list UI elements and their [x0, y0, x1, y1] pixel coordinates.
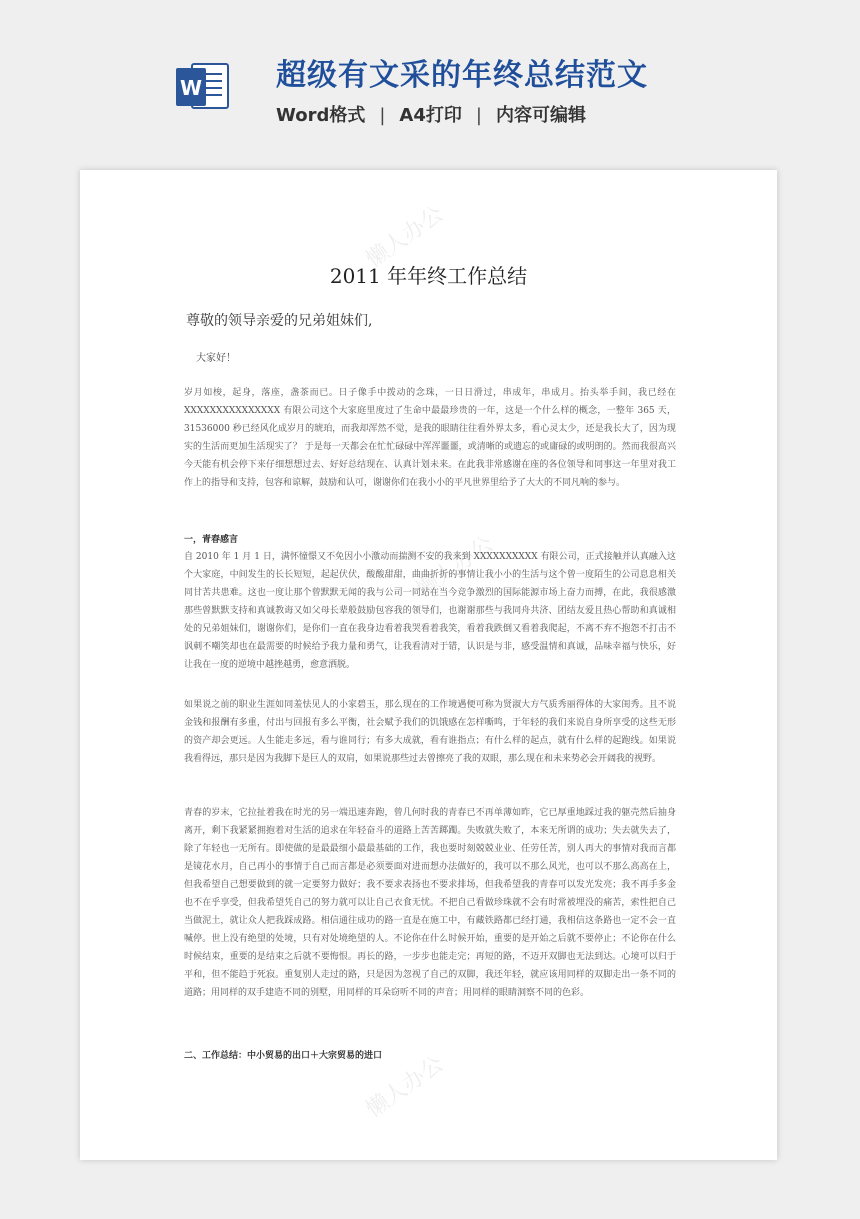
page-title: 超级有文采的年终总结范文	[276, 58, 648, 93]
section-heading: 二、工作总结：中小贸易的出口＋大宗贸易的进口	[184, 1051, 383, 1061]
section-heading: 一，青春感言	[184, 535, 239, 545]
header	[0, 0, 860, 150]
format-info	[276, 101, 586, 127]
paper-label: A4打印	[399, 105, 462, 126]
format-label: Word格式	[276, 105, 366, 126]
section1-paragraph-3: 青春的岁末，它拉扯着我在时光的另一端迅速奔跑，曾几何时我的青春已不再单薄如昨，它已厚重地踩过我的躯壳然后抽身离开，剩下我紧紧拥抱着对生活的追求在年轻奋斗的道路上苦苦踯躅。失败就失败了，本来无所谓的成功；失去就失去了，除了年轻也一无所有。即使做的是最最细小最最基础的工作，我也要时刻兢兢业业、任劳任苦，别人再大的事情对我而言都是镜花水月，自己再小的事情于自己而言都是必须要面对进而想办法做好的，我可以不那么风光，也可以不那么高高在上，但我希望自己想要做到的就一定要努力做好；我不要求表扬也不要求排场，但我希望我的青春可以发光发亮；我不再手多金也不在乎享受，但我希望凭自己的努力就可以让自己衣食无忧。不把自己看做珍珠就不会有时常被埋没的痛苦，索性把自己当做泥土，就让众人把我踩成路。相信通往成功的路一直是在施工中，有藏铁路都已经打通，我相信这条路也一定不会一直喊停。世上没有绝望的处境，只有对处境绝望的人。不论你在什么时候开始，重要的是开始之后就不要停止；不论你在什么时候结束，重要的是结束之后就不要悔恨。再长的路，一步步也能走完；再短的路，不迈开双脚也无法到达。心境可以归于平和，但不能趋于死寂。重复别人走过的路，只是因为忽视了自己的双脚，我还年轻，就应该用同样的双脚走出一条不同的道路；用同样的双手建造不同的别墅，用同样的耳朵窃听不同的声音；用同样的眼睛洞察不同的色彩。	[184, 808, 676, 998]
section1-paragraph-2: 如果说之前的职业生涯如同羞怯见人的小家碧玉，那么现在的工作境遇便可称为贤淑大方气质秀丽得体的大家闺秀。且不说金钱和报酬有多重，付出与回报有多么平衡，社会赋予我们的饥饿感在怎样嘶鸣，于年轻的我们来说自身所享受的这些无形的资产却会更远。人生能走多远，看与谁同行；有多大成就，看有谁指点；有什么样的起点，就有什么样的起跑线。如果说我看得远，那只是因为我脚下是巨人的双肩，如果说那些过去曾擦亮了我的双眼，那么现在和未来势必会开阔我的视野。	[184, 700, 676, 764]
hello-line: 大家好！	[196, 353, 236, 364]
editable-label: 内容可编辑	[495, 105, 586, 126]
svg-text:W: W	[179, 76, 203, 100]
intro-paragraph: 岁月如梭，起身，落座，盏茶而已。日子像手中拨动的念珠，一日日滑过，串成年，串成月。抬头举手间，我已经在 XXXXXXXXXXXXXXX 有限公司这个大家庭里度过了生命中最最珍贵的一年，这是一个什么样的概念，一整年 365 天，31536000 秒已经风化成岁月的琥珀，而我却浑然不觉，是我的眼睛往往看外界太多，看心灵太少，还是我长大了，因为现实的生活而更加生活现实了？ 于是每一天都会在忙忙碌碌中浑浑噩噩，或清晰的或遗忘的或庸碌的或明朗的。然而我很高兴今天能有机会停下来仔细想想过去、好好总结现在、认真计划未来。在此我非常感谢在座的各位领导和同事这一年里对我工作上的指导和支持，包容和谅解，鼓励和认可，谢谢你们在我小小的平凡世界里给予了大大的不同凡响的参与。	[184, 388, 676, 488]
watermark: 懒人办公	[361, 1051, 449, 1123]
watermark: 懒人办公	[361, 201, 449, 273]
word-document-icon	[176, 60, 230, 112]
watermark: 懒人办公	[411, 531, 499, 603]
greeting: 尊敬的领导亲爱的兄弟姐妹们,	[186, 313, 373, 329]
document-title: 2011 年年终工作总结	[329, 264, 528, 288]
section1-paragraph-1: 自 2010 年 1 月 1 日，满怀憧憬又不免因小小激动而揣测不安的我来到 XXXXXXXXXX 有限公司，正式接触并认真融入这个大家庭，中间发生的长长短短，起起伏伏，酸酸甜甜，曲曲折折的事情让我小小的生活与这个曾一度陌生的公司息息相关同甘苦共患难。这也一度让那个曾默默无闻的我与公司一同站在当今竞争激烈的国际能源市场上奋力而搏，在此，我很感激那些曾默默支持和真诚教诲又如父母长辈般鼓励包容我的领导们，也谢谢那些与我同舟共济、团结友爱且热心帮助和真诚相处的兄弟姐妹们，谢谢你们，是你们一直在我身边看着我哭看着我笑，看着我跌倒又看着我爬起，不离不弃不抱怨不打击不讽刺不嘲笑却也在最需要的时候给予我力量和勇气，让我看清对于错，认识是与非，感受温情和真诚，品味幸福与快乐，好让我在一度的逆境中越挫越勇，愈意洒脱。	[184, 552, 676, 670]
separator: |	[475, 105, 482, 126]
separator: |	[379, 105, 386, 126]
document-page[interactable]	[80, 170, 777, 1160]
